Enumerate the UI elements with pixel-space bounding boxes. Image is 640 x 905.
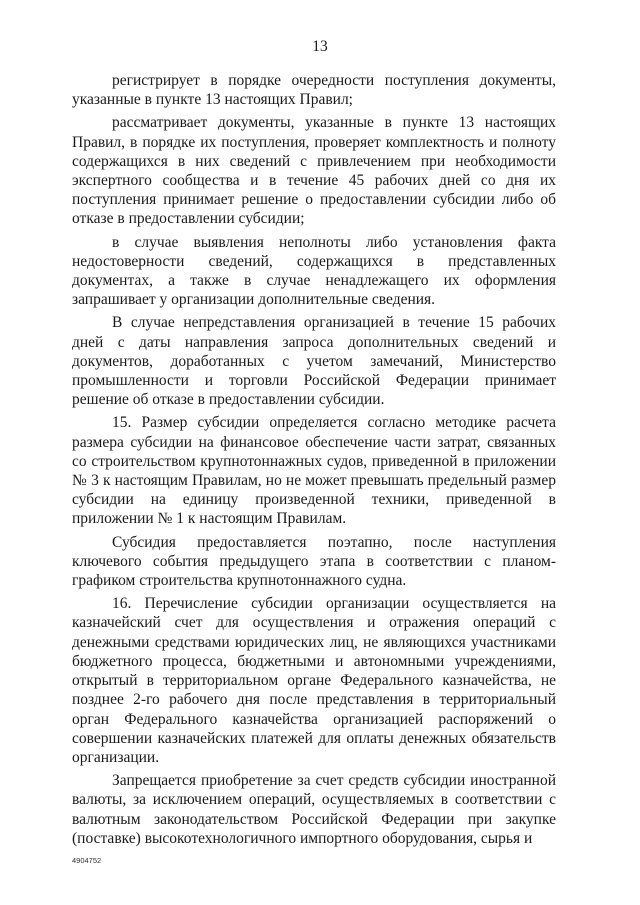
paragraph-registers: регистрирует в порядке очередности поступления документы, указанные в пункте 13 настоящих Правил; (72, 72, 556, 109)
paragraph-requests-info: в случае выявления неполноты либо установления факта недостоверности сведений, содержащихся в представленных документах, а также в случае ненадлежащего их оформления запрашивает у организации дополнительные сведения. (72, 233, 556, 309)
paragraph-refusal: В случае непредставления организацией в течение 15 рабочих дней с даты направления запроса дополнительных сведений и документов, доработанных с учетом замечаний, Министерство промышленности и торговли Российской Федерации принимает решение об отказе в предоставлении субсидии. (72, 314, 556, 409)
paragraph-currency-ban: Запрещается приобретение за счет средств субсидии иностранной валюты, за исключением операций, осуществляемых в соответствии с валютным законодательством Российской Федерации при закупке (поставке) высокотехнологичного импортного оборудования, сырья и (72, 772, 556, 847)
paragraph-item-16: 16. Перечисление субсидии организации осуществляется на казначейский счет для осуществления и отражения операций с денежными средствами юридических лиц, не являющихся участниками бюджетного процесса, бюджетными и автономными учреждениями, открытый в территориальном органе Федерального казначейства, не позднее 2-го рабочего дня после представления в территориальный орган Федерального казначейства организацией распоряжений о совершении казначейских платежей для оплаты денежных обязательств организации. (72, 595, 556, 766)
paragraph-reviews-documents: рассматривает документы, указанные в пункте 13 настоящих Правил, в порядке их поступления, проверяет комплектность и полноту содержащихся в них сведений с привлечением при необходимости экспертного сообщества и в течение 45 рабочих дней со дня их поступления принимает решение о предоставлении субсидии либо об отказе в предоставлении субсидии; (72, 114, 556, 228)
document-code: 4904752 (72, 856, 102, 865)
page-number: 13 (312, 38, 328, 55)
document-body (72, 71, 556, 852)
paragraph-item-15: 15. Размер субсидии определяется согласно методике расчета размера субсидии на финансовое обеспечение части затрат, связанных со строительством крупнотоннажных судов, приведенной в приложении № 3 к настоящим Правилам, но не может превышать предельный размер субсидии на единицу произведенной техники, приведенной в приложении № 1 к настоящим Правилам. (72, 414, 556, 528)
paragraph-stages: Субсидия предоставляется поэтапно, после наступления ключевого события предыдущего этапа в соответствии с планом-графиком строительства крупнотоннажного судна. (72, 533, 556, 590)
